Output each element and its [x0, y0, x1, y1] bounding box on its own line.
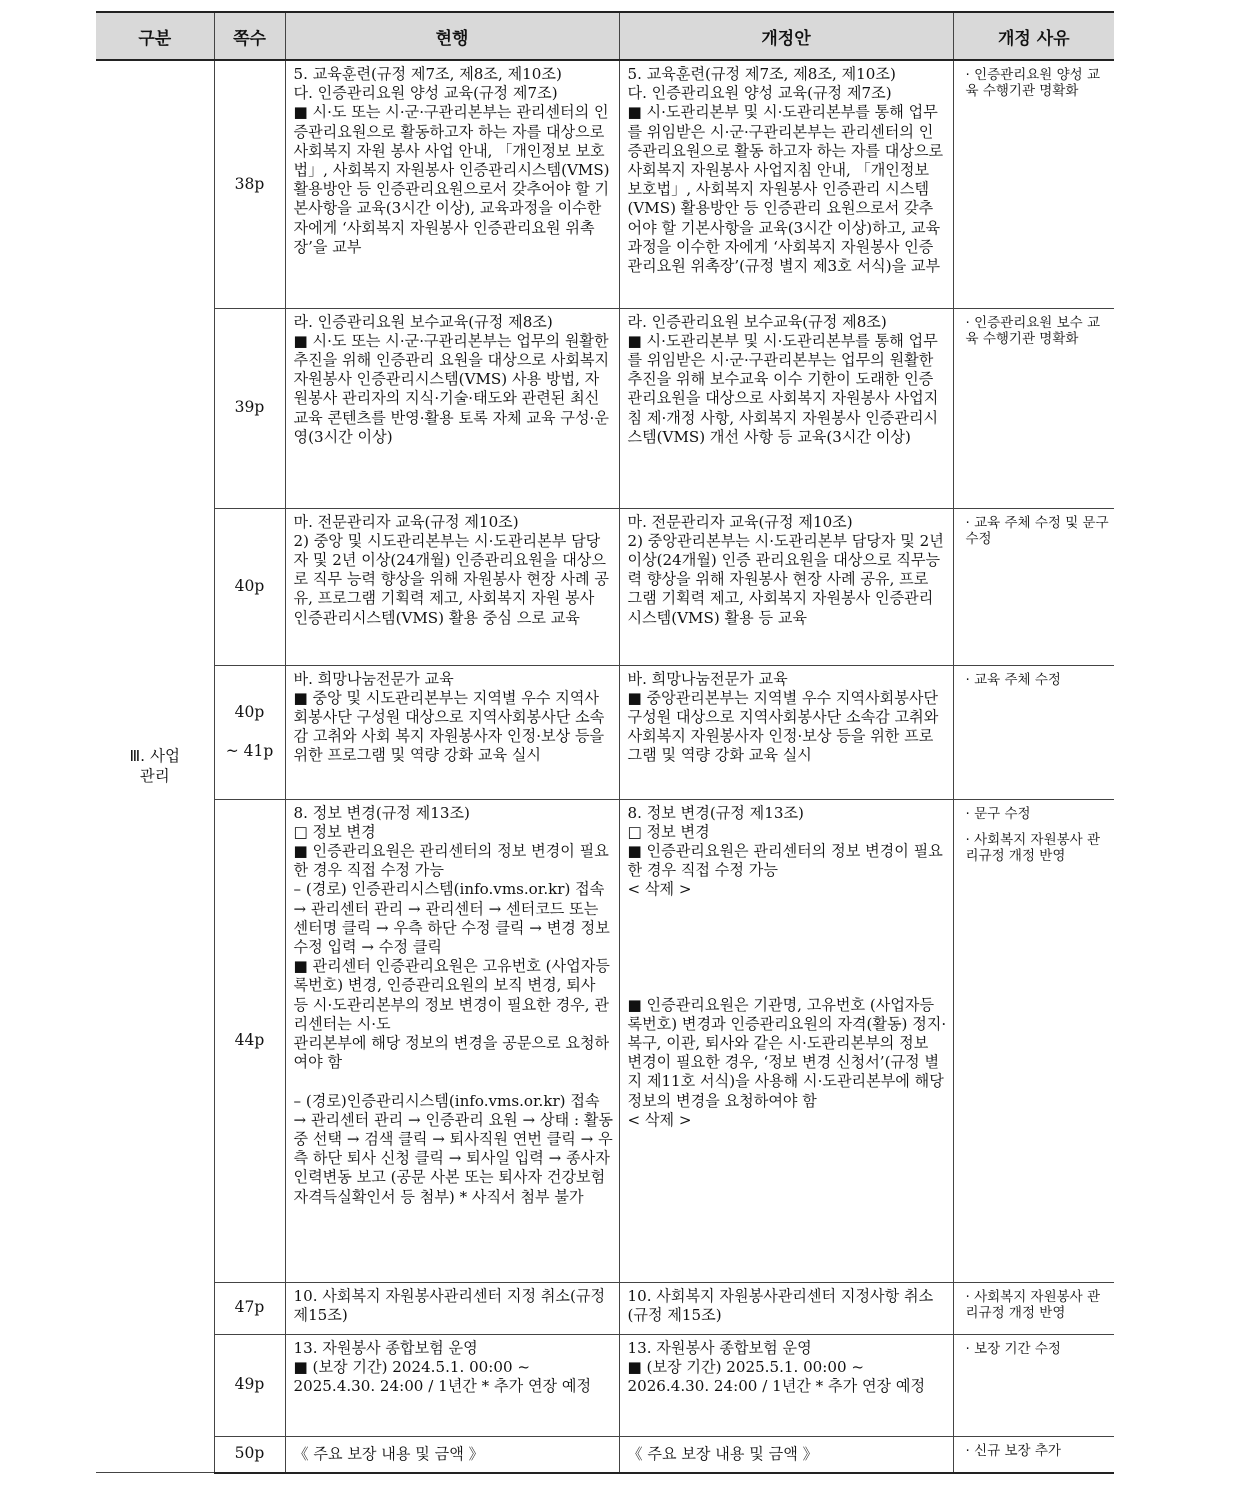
page-number — [215, 398, 285, 417]
revision-comparison-document — [96, 11, 1114, 1474]
page-cell — [214, 1436, 285, 1473]
page-number-line: 40p — [234, 702, 265, 721]
revised-text-cell — [619, 665, 953, 799]
page-number-line: 40p — [234, 576, 265, 595]
reason-list — [966, 315, 1111, 347]
header-row — [96, 12, 1114, 60]
page-cell — [214, 1282, 285, 1334]
reason-cell — [953, 508, 1114, 665]
page-number-line: 38p — [234, 174, 265, 193]
reason-item: · 문구 수정 — [965, 805, 1031, 822]
page-cell — [214, 60, 285, 308]
revised-text-cell — [619, 1282, 953, 1334]
table-body — [96, 60, 1114, 1473]
current-text-cell — [285, 665, 619, 799]
revised-text: 《 주요 보장 내용 및 금액 》 — [627, 1444, 818, 1463]
revised-text: 13. 자원봉사 종합보험 운영 ■ (보장 기간) 2025.5.1. 00:00 ~ 2026.4.30. 24:00 / 1년간 * 추가 연장 예정 — [627, 1338, 926, 1395]
revised-text: 10. 사회복지 자원봉사관리센터 지정사항 취소(규정 제15조) — [627, 1286, 934, 1324]
current-text: 13. 자원봉사 종합보험 운영 ■ (보장 기간) 2024.5.1. 00:00 ~ 2025.4.30. 24:00 / 1년간 * 추가 연장 예정 — [293, 1338, 592, 1395]
revised-text: 마. 전문관리자 교육(규정 제10조) 2) 중앙관리본부는 시·도관리본부 담당자 및 2년 이상(24개월) 인증 관리요원을 대상으로 직무능력 향상을 위해 자원봉사 현장 사례 공유, 프로 그램 기획력 제고, 사회복지 자원봉사 인증관리 시스템(VMS) 활용 등 교육 — [627, 512, 944, 627]
page-number — [215, 703, 285, 761]
reason-cell — [953, 308, 1114, 508]
current-text-cell — [285, 60, 619, 308]
page-number-line: 49p — [234, 1375, 265, 1394]
reason-cell — [953, 1436, 1114, 1473]
table-row — [96, 60, 1114, 308]
page-cell — [214, 1334, 285, 1436]
revised-text-cell — [619, 799, 953, 1282]
revision-comparison-table — [96, 11, 1114, 1474]
reason-cell — [953, 799, 1114, 1282]
reason-cell — [953, 665, 1114, 799]
reason-list — [966, 515, 1111, 547]
current-text-cell — [285, 1436, 619, 1473]
header-reason: 개정 사유 — [953, 12, 1114, 60]
current-text: 5. 교육훈련(규정 제7조, 제8조, 제10조) 다. 인증관리요원 양성 교육(규정 제7조) ■ 시·도 또는 시·군·구관리본부는 관리센터의 인증관리요원으로 활동하고자 하는 자를 대상으로 사회복지 자원 봉사 사업 안내, 「개인정보 보호법」, 사회복지 자원봉사 인증관리시스템(VMS) 활용방안 등 인증관리요원으로서 갖추어야 할 기본사항을 교육(3시간 이상), 교육과정을 이수한 자에게 ‘사회복지 자원봉사 인증관리요원 위촉장’을 교부 — [293, 65, 610, 256]
revised-text-cell — [619, 60, 953, 308]
current-text-cell — [285, 1334, 619, 1436]
page-number — [215, 1444, 285, 1463]
page-number — [215, 175, 285, 194]
reason-item: · 교육 주체 수정 — [965, 671, 1061, 688]
page-number-line: 39p — [234, 398, 265, 417]
table-row — [96, 1436, 1114, 1473]
page-cell — [214, 665, 285, 799]
table-row — [96, 508, 1114, 665]
current-text: 《 주요 보장 내용 및 금액 》 — [293, 1444, 484, 1463]
reason-list — [966, 806, 1111, 864]
reason-cell — [953, 1334, 1114, 1436]
page-cell — [214, 799, 285, 1282]
reason-item: · 사회복지 자원봉사 관리규정 개정 반영 — [965, 831, 1101, 864]
revised-text: 8. 정보 변경(규정 제13조) □ 정보 변경 ■ 인증관리요원은 관리센터의 정보 변경이 필요한 경우 직접 수정 가능 < 삭제 > ■ 인증관리요원은 기관명, 고유번호 (사업자등록번호) 변경과 인증관리요원의 자격(활동) 정지·복구, 이관, 퇴사와 같은 시·도관리본부의 정보 변경이 필요한 경우, ‘정보 변경 신청서’(규정 별지 제11호 서식)을 사용해 시·도관리본부에 해당 정보의 변경을 요청하여야 함 < 삭제 > — [627, 803, 947, 1129]
page-number-line: 50p — [234, 1444, 265, 1463]
current-text-cell — [285, 799, 619, 1282]
table-row — [96, 1334, 1114, 1436]
reason-item: · 인증관리요원 양성 교육 수행기관 명확화 — [965, 67, 1101, 99]
revised-text: 5. 교육훈련(규정 제7조, 제8조, 제10조) 다. 인증관리요원 양성 교육(규정 제7조) ■ 시·도관리본부 및 시·도관리본부를 통해 업무를 위임받은 시·군·구관리본부는 관리센터의 인증관리요원으로 활동 하고자 하는 자를 대상으로 사회복지 자원봉사 사업지침 안내, 「개인정보 보호법」, 사회복지 자원봉사 인증관리 시스템(VMS) 활용방안 등 인증관리 요원으로서 갖추어야 할 기본사항을 교육(3시간 이상)하고, 교육과정을 이수한 자에게 ‘사회복지 자원봉사 인증관리요원 위촉장’(규정 별지 제3호 서식)을 교부 — [627, 65, 944, 276]
revised-text-cell — [619, 508, 953, 665]
revised-text-cell — [619, 308, 953, 508]
current-text: 라. 인증관리요원 보수교육(규정 제8조) ■ 시·도 또는 시·군·구관리본부는 업무의 원활한 추진을 위해 인증관리 요원을 대상으로 사회복지 자원봉사 인증관리시스템(VMS) 사용 방법, 자원봉사 관리자의 지식·기술·태도와 관련된 최신 교육 콘텐츠를 반영·활용 토록 자체 교육 구성·운영(3시간 이상) — [293, 312, 610, 446]
reason-list — [966, 1341, 1111, 1357]
revised-text-cell — [619, 1334, 953, 1436]
current-text: 마. 전문관리자 교육(규정 제10조) 2) 중앙 및 시도관리본부는 시·도관리본부 담당자 및 2년 이상(24개월) 인증관리요원을 대상으로 직무 능력 향상을 위해 자원봉사 현장 사례 공유, 프로그램 기획력 제고, 사회복지 자원 봉사 인증관리시스템(VMS) 활용 중심 으로 교육 — [293, 512, 609, 627]
reason-item: · 신규 보장 추가 — [965, 1442, 1061, 1459]
reason-list — [966, 1443, 1111, 1459]
current-text: 바. 희망나눔전문가 교육 ■ 중앙 및 시도관리본부는 지역별 우수 지역사회봉사단 구성원 대상으로 지역사회봉사단 소속감 고취와 사회 복지 자원봉사자 인정·보상 등을 위한 프로그램 및 역량 강화 교육 실시 — [293, 669, 605, 765]
header-page: 쪽수 — [214, 12, 285, 60]
page-number — [215, 1298, 285, 1317]
current-text-cell — [285, 308, 619, 508]
page-number — [215, 577, 285, 596]
reason-cell — [953, 60, 1114, 308]
current-text: 10. 사회복지 자원봉사관리센터 지정 취소(규정 제15조) — [293, 1286, 610, 1324]
table-row — [96, 308, 1114, 508]
current-text-cell — [285, 508, 619, 665]
page-number — [215, 1031, 285, 1050]
revised-text: 라. 인증관리요원 보수교육(규정 제8조) ■ 시·도관리본부 및 시·도관리본부를 통해 업무를 위임받은 시·군·구관리본부는 업무의 원활한 추진을 위해 보수교육 이수 기한이 도래한 인증관리요원을 대상으로 사회복지 자원봉사 사업지침 제·개정 사항, 사회복지 자원봉사 인증관리시스템(VMS) 개선 사항 등 교육(3시간 이상) — [627, 312, 939, 446]
page-number-line: ~ 41p — [225, 742, 274, 760]
reason-cell — [953, 1282, 1114, 1334]
header-category: 구분 — [96, 12, 214, 60]
header-revised: 개정안 — [619, 12, 953, 60]
reason-list — [966, 672, 1111, 688]
reason-list — [966, 1289, 1111, 1321]
page-number — [215, 1375, 285, 1394]
table-row — [96, 1282, 1114, 1334]
table-row — [96, 665, 1114, 799]
page-number-line: 47p — [234, 1298, 265, 1317]
page-number-line: 44p — [234, 1030, 265, 1049]
category-cell — [96, 60, 214, 1473]
page-cell — [214, 508, 285, 665]
reason-item: · 사회복지 자원봉사 관리규정 개정 반영 — [965, 1288, 1101, 1321]
reason-list — [966, 67, 1111, 99]
current-text: 8. 정보 변경(규정 제13조) □ 정보 변경 ■ 인증관리요원은 관리센터의 정보 변경이 필요한 경우 직접 수정 가능 – (경로) 인증관리시스템(info.vms.or.kr) 접속 → 관리센터 관리 → 관리센터 → 센터코드 또는 센터명 클릭 → 우측 하단 수정 클릭 → 변경 정보 수정 입력 → 수정 클릭 ■ 관리센터 인증관리요원은 고유번호 (사업자등록번호) 변경, 인증관리요원의 보직 변경, 퇴사 등 시·도관리본부의 정보 변경이 필요한 경우, 관리센터는 시·도 관리본부에 해당 정보의 변경을 공문으로 요청하여야 함 – (경로)인증관리시스템(info.vms.or.kr) 접속 → 관리센터 관리 → 인증관리 요원 → 상태 : 활동 중 선택 → 검색 클릭 → 퇴사직원 연번 클릭 → 우측 하단 퇴사 신청 클릭 → 퇴사일 입력 → 종사자 인력변동 보고 (공문 사본 또는 퇴사자 건강보험자격득실확인서 등 첨부) * 사직서 첨부 불가 — [293, 803, 613, 1206]
current-text-cell — [285, 1282, 619, 1334]
reason-item: · 인증관리요원 보수 교육 수행기관 명확화 — [965, 314, 1101, 347]
reason-item: · 보장 기간 수정 — [965, 1340, 1061, 1357]
reason-item: · 교육 주체 수정 및 문구 수정 — [965, 514, 1113, 547]
revised-text-cell — [619, 1436, 953, 1473]
header-current: 현행 — [285, 12, 619, 60]
table-row — [96, 799, 1114, 1282]
revised-text: 바. 희망나눔전문가 교육 ■ 중앙관리본부는 지역별 우수 지역사회봉사단 구성원 대상으로 지역사회봉사단 소속감 고취와 사회복지 자원봉사자 인정·보상 등을 위한 프로그램 및 역량 강화 교육 실시 — [627, 669, 939, 765]
category-label: Ⅲ. 사업 관리 — [129, 747, 180, 785]
page-cell — [214, 308, 285, 508]
